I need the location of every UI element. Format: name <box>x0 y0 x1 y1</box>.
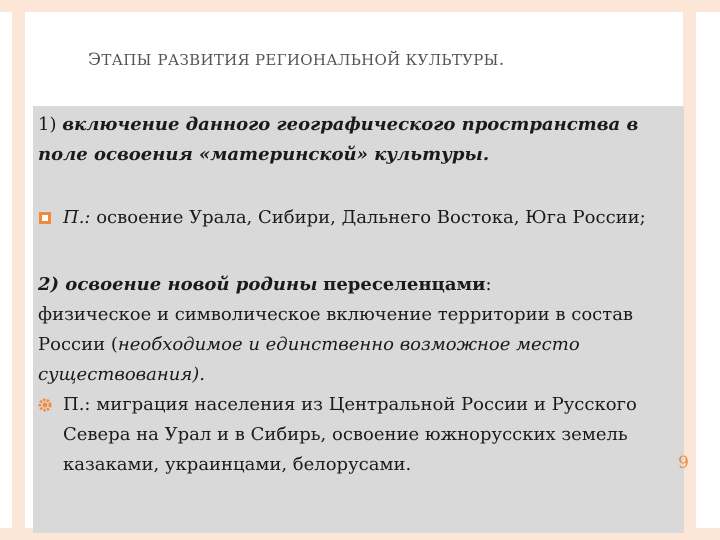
title-first-letter: Э <box>88 50 102 70</box>
title-first-word-rest: ТАПЫ <box>101 51 152 69</box>
point-2-heading <box>38 270 674 300</box>
point-2-bold-word: переселенцами <box>323 274 486 295</box>
point-1-number: 1) <box>38 114 57 135</box>
point-2-desc-text: физическое и символическое включение территории в состав России ( <box>38 304 634 355</box>
square-checkbox-icon <box>38 211 52 225</box>
bullet-2 <box>38 390 674 480</box>
point-2-heading-text: 2) освоение новой родины <box>38 274 318 295</box>
point-2-description <box>38 300 674 390</box>
bullet-1 <box>38 203 674 233</box>
point-2-desc-italic: необходимое и единственно возможное место существования). <box>38 334 580 385</box>
decor-strip-top <box>0 0 720 12</box>
point-2-colon: : <box>485 274 492 295</box>
gear-icon <box>38 398 52 412</box>
point-1-text: включение данного географического пространства в поле освоения «материнской» культуры. <box>38 114 639 165</box>
slide-number: 9 <box>678 453 689 473</box>
bullet-1-text: освоение Урала, Сибири, Дальнего Востока, Юга России; <box>96 207 646 228</box>
title-dot: . <box>498 50 505 70</box>
bullet-1-prefix: П.: <box>63 207 91 228</box>
slide-title <box>88 50 648 70</box>
title-rest: РАЗВИТИЯ РЕГИОНАЛЬНОЙ КУЛЬТУРЫ <box>157 51 499 69</box>
bullet-2-text: П.: миграция населения из Центральной России и Русского Севера на Урал и в Сибирь, освоение южнорусских земель казаками, украинцами, белорусами. <box>63 394 637 475</box>
point-1 <box>38 110 674 170</box>
decor-strip-left <box>12 0 25 540</box>
